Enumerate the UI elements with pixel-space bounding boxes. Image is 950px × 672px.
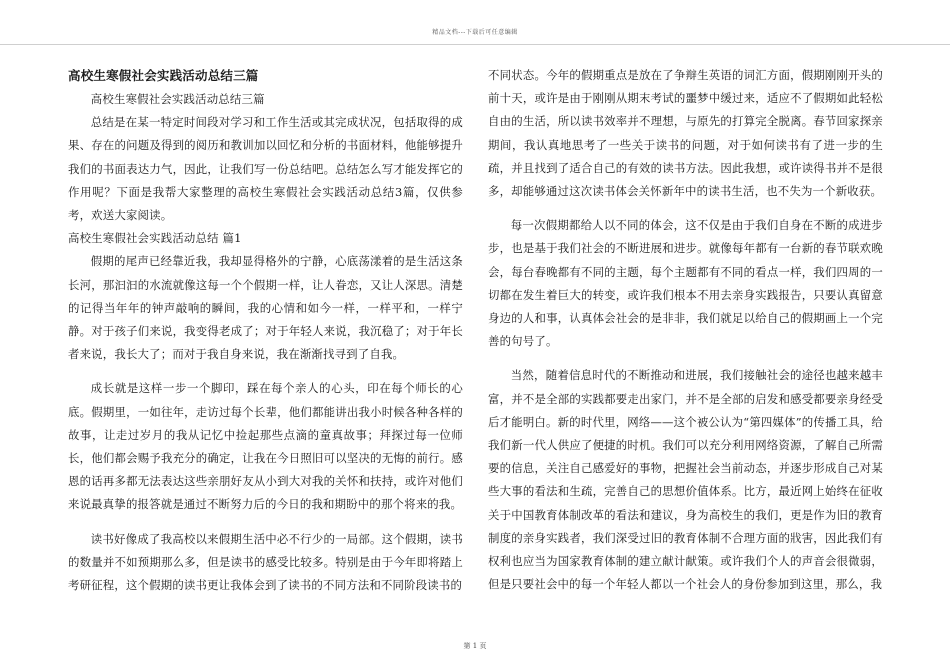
document-title: 高校生寒假社会实践活动总结三篇 <box>68 68 259 83</box>
paragraph-2: 成长就是这样一步一个脚印，踩在每个亲人的心头，印在每个师长的心底。假期里，一如往年，走访过每个长辈，他们都能讲出我小时候各种各样的故事，让走过岁月的我从记忆中捡起那些点滴的童真故事；拜探过每一位师长，他们都会赐予我充分的确定，让我在今日照旧可以坚决的无悔的前行。感恩的话再多都无法表达这些亲朋好友从小到大对我的关怀和扶持，或许对他们来说最真挚的报答就是通过不断努力后的今日的我和期盼中的那个将来的我。 <box>68 381 463 512</box>
paragraph-3: 读书好像成了我高校以来假期生活中必不行少的一局部。这个假期，读书的数量并不如预期那么多，但是读书的感受比较多。特别是由于今年即将踏上考研征程，这个假期的读书更让我体会到了读书的不同方法和不同阶段读书的 <box>68 531 463 593</box>
paragraph-3-continued: 不同状态。今年的假期重点是放在了争辩生英语的词汇方面，假期刚刚开头的前十天，或许是由于刚刚从期末考试的噩梦中缓过来，适应不了假期如此轻松自由的生活，所以读书效率并不理想，与原先的打算完全脱离。春节回家探亲期间，我认真地思考了一些关于读书的问题，对于如何读书有了进一步的生疏，并且找到了适合自己的有效的读书方法。因此我想，或许读得书并不是很多，却能够通过这次读书体会关怀新年中的读书生活，也不失为一个新收获。 <box>488 68 883 199</box>
section-heading-1: 高校生寒假社会实践活动总结 篇1 <box>68 231 242 246</box>
left-column <box>68 64 463 597</box>
paragraph-1: 假期的尾声已经靠近我，我却显得格外的宁静，心底荡漾着的是生活这条长河，那汩汩的水流就像这每一个个假期一样，让人眷恋，又让人深思。清楚的记得当年年的钟声敲响的瞬间，我的心情和如今一样，一样平和，一样宁静。对于孩子们来说，我变得老成了；对于年轻人来说，我沉稳了；对于年长者来说，我长大了；而对于我自身来说，我在渐渐找寻到了自我。 <box>68 254 463 362</box>
page-header: 精品文档---下载后可任意编辑 <box>432 29 518 36</box>
paragraph-5: 当然，随着信息时代的不断推动和进展，我们接触社会的途径也越来越丰富，并不是全部的实践都要走出家门，并不是全部的启发和感受都要亲身经受后才能明白。新的时代里，网络——这个被公认为“第四媒体”的传播工具，给我们新一代人供应了便捷的时机。我们可以充分利用网络资源，了解自己所需要的信息，关注自己感爱好的事物，把握社会当前动态，并逐步形成自己对某些大事的看法和生疏，完善自己的思想价值体系。比方，最近网上始终在征收关于中国教育体制改革的看法和建议，身为高校生的我们，更是作为旧的教育制度的亲身实践者，我们深受过旧的教育体制不合理方面的戕害，因此我们有权利也应当为国家教育体制的建立献计献策。或许我们个人的声音会很微弱，但是只要社会中的每一个年轻人都以一个社会人的身份参加到这里，那么，我 <box>488 368 883 592</box>
intro-paragraph: 总结是在某一特定时间段对学习和工作生活或其完成状况，包括取得的成果、存在的问题及得到的阅历和教训加以回忆和分析的书面材料，他能够提升我们的书面表达力气，因此，让我们写一份总结吧。总结怎么写才能发挥它的作用呢？下面是我帮大家整理的高校生寒假社会实践活动总结3篇，仅供参考，欢送大家阅读。 <box>68 115 463 223</box>
header-divider <box>0 44 950 45</box>
document-subtitle: 高校生寒假社会实践活动总结三篇 <box>90 92 265 106</box>
right-column <box>488 64 883 596</box>
page-number: 第 1 页 <box>463 642 487 650</box>
paragraph-4: 每一次假期都给人以不同的体会，这不仅是由于我们自身在不断的成进步步，也是基于我们社会的不断进展和进步。就像每年都有一台新的春节联欢晚会，每台春晚都有不同的主题，每个主题都有不同的看点一样，我们四周的一切都在发生着巨大的转变，或许我们根本不用去亲身实践报告，只要认真留意身边的人和事，认真体会社会的是非非，我们就足以给自己的假期画上一个完善的句号了。 <box>488 218 883 349</box>
